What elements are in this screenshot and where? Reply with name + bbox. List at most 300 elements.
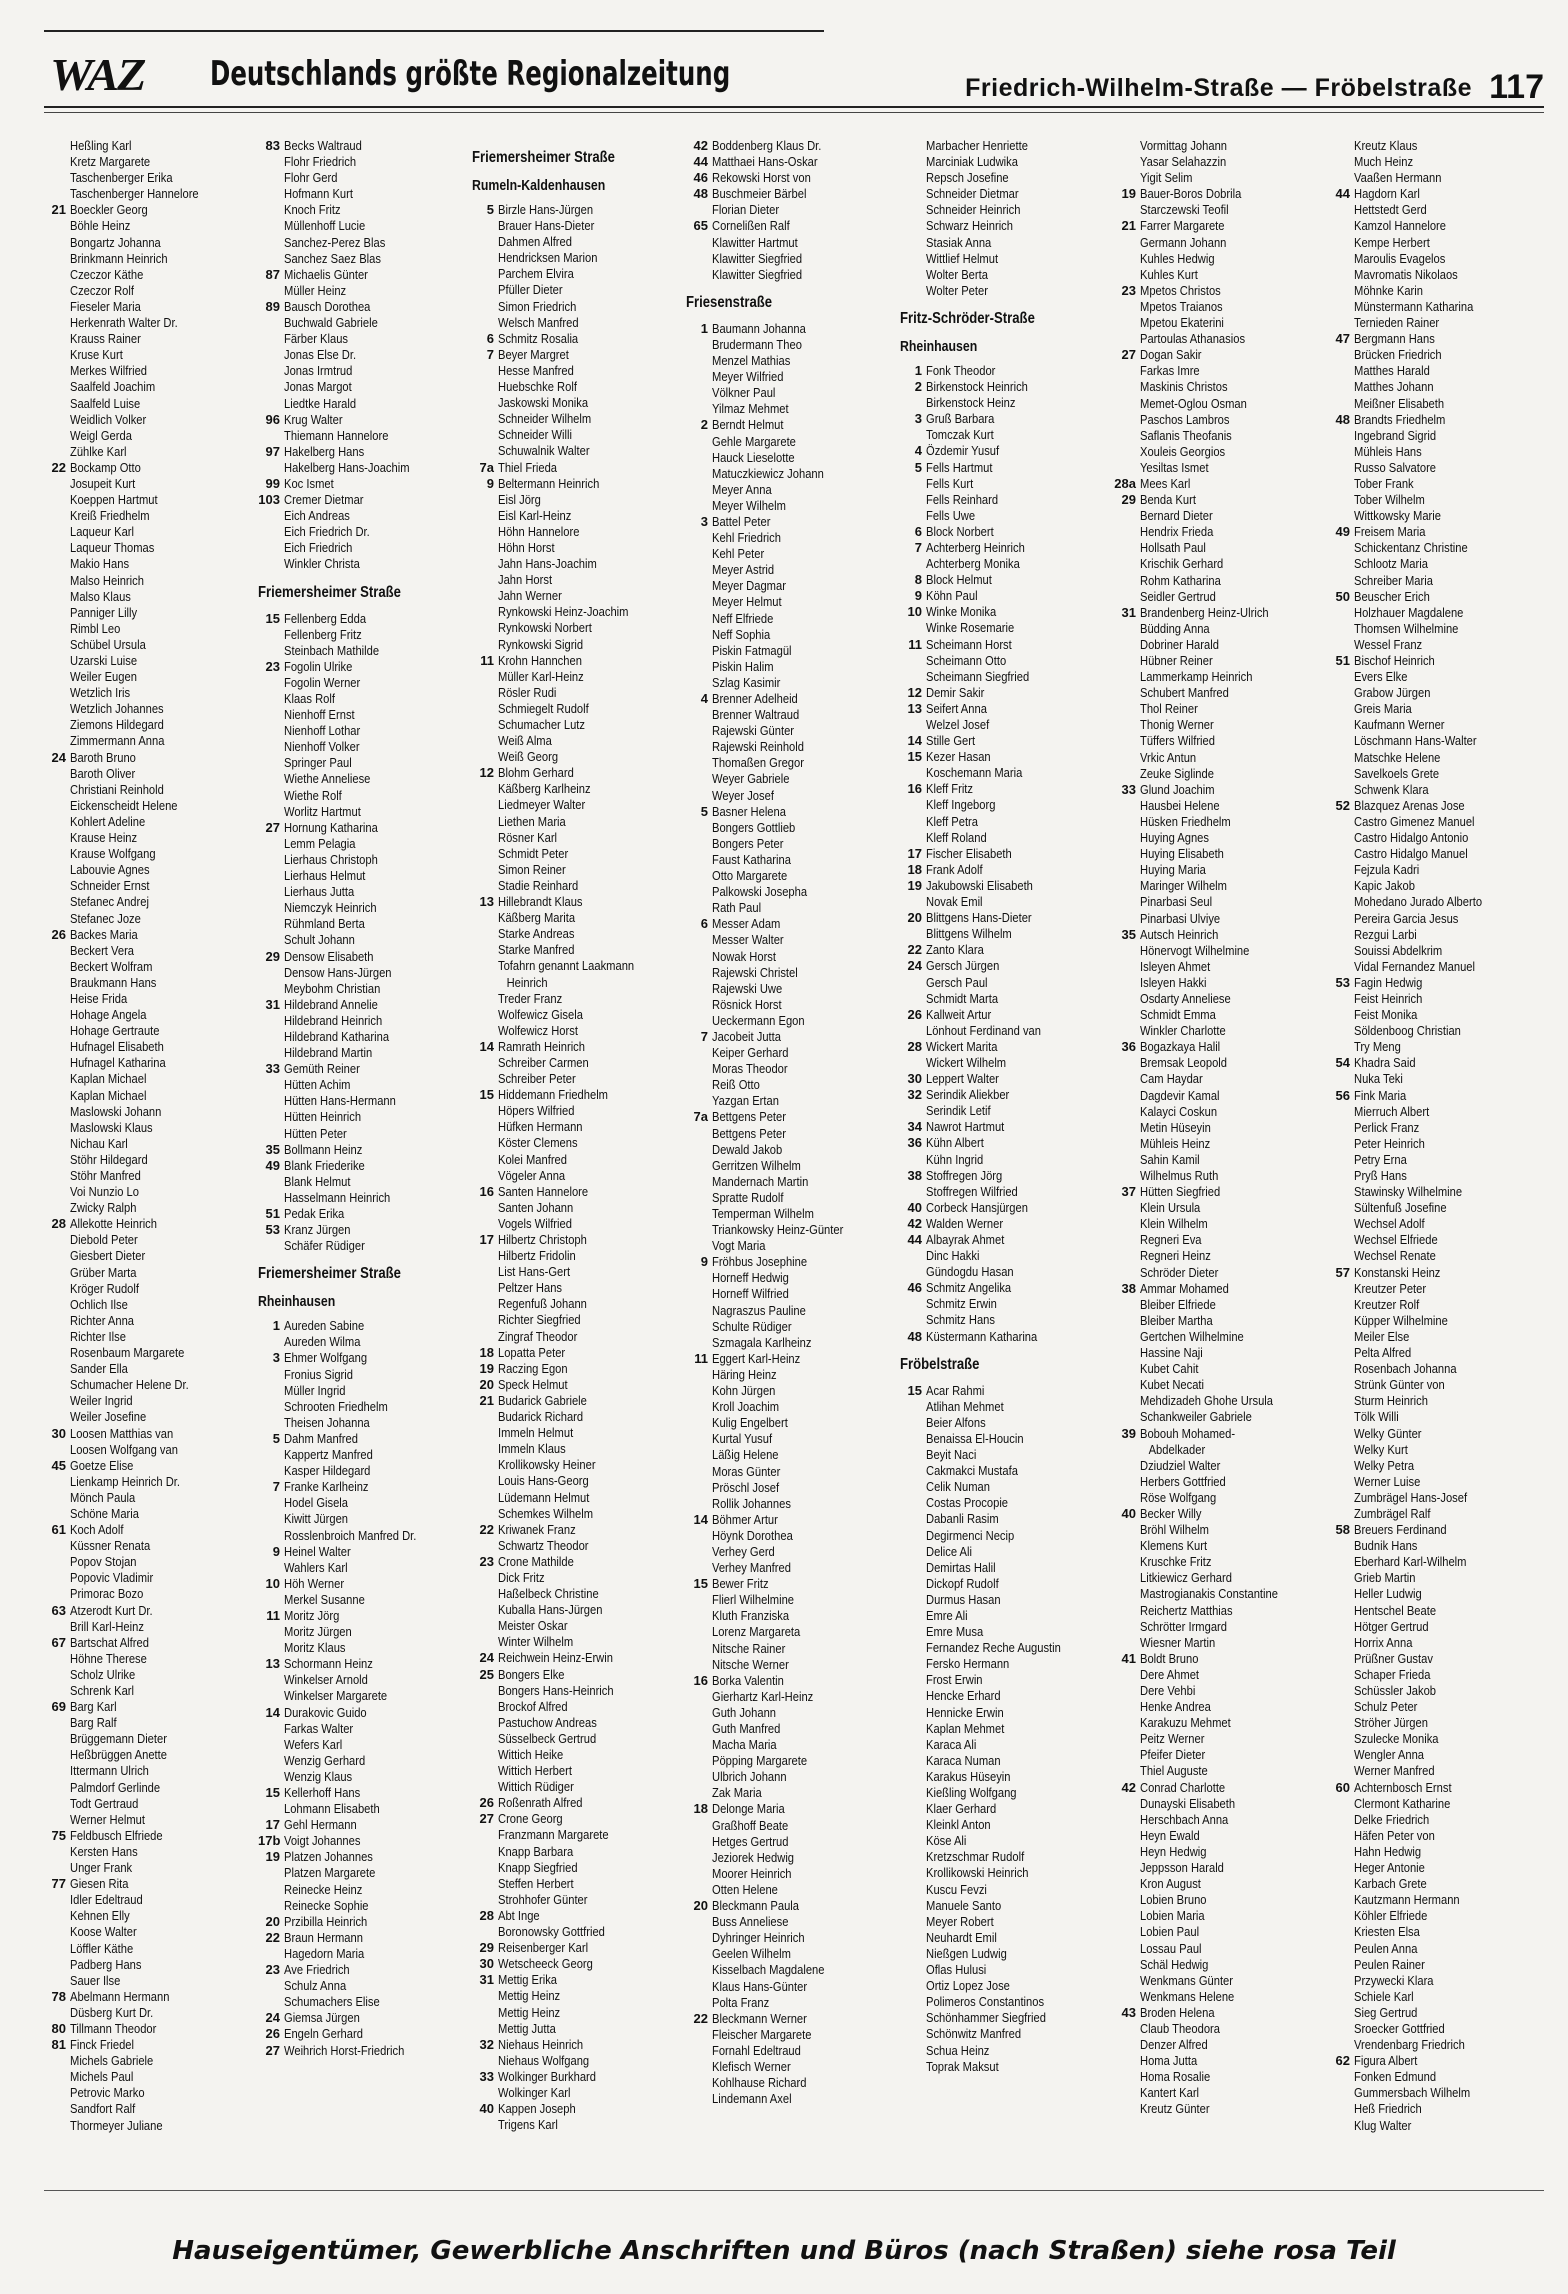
resident-name: Brandenberg Heinz-Ulrich — [1140, 604, 1269, 620]
resident-name: Schuwalnik Walter — [498, 443, 590, 459]
resident-entry — [44, 1570, 258, 1586]
house-number: 99 — [265, 475, 280, 491]
resident-name: Josupeit Kurt — [70, 475, 136, 491]
resident-entry — [258, 251, 472, 267]
resident-entry — [1328, 830, 1542, 846]
resident-entry — [472, 1763, 686, 1779]
resident-name: Birkenstock Heinz — [926, 395, 1016, 411]
resident-entry — [258, 1399, 472, 1415]
resident-entry — [900, 894, 1114, 910]
resident-name: Liedtke Harald — [284, 395, 357, 411]
resident-name: Fischer Elisabeth — [926, 845, 1012, 861]
resident-name: Eich Andreas — [284, 508, 350, 524]
resident-entry — [44, 556, 258, 572]
resident-entry — [686, 562, 900, 578]
house-number: 29 — [479, 1940, 494, 1956]
resident-entry — [258, 707, 472, 723]
resident-entry — [900, 1296, 1114, 1312]
resident-name: Loosen Matthias van — [70, 1425, 174, 1441]
resident-entry — [472, 781, 686, 797]
resident-entry — [44, 170, 258, 186]
resident-name: Schreiber Peter — [498, 1071, 576, 1087]
resident-name: Käßberg Marita — [498, 910, 576, 926]
resident-name: Löffler Käthe — [70, 1940, 134, 1956]
resident-entry — [900, 1007, 1114, 1023]
resident-entry — [258, 1705, 472, 1721]
resident-entry — [686, 1045, 900, 1061]
resident-entry — [44, 1039, 258, 1055]
resident-entry — [472, 1312, 686, 1328]
resident-entry — [258, 1544, 472, 1560]
resident-name: Maslowski Klaus — [70, 1119, 153, 1135]
resident-entry — [900, 508, 1114, 524]
resident-name: Sieg Gertrud — [1354, 2004, 1418, 2020]
house-number: 65 — [693, 218, 708, 234]
resident-name: Horrix Anna — [1354, 1634, 1413, 1650]
resident-name: Neuhardt Emil — [926, 1929, 997, 1945]
resident-entry — [472, 1876, 686, 1892]
resident-name: Holzhauer Magdalene — [1354, 604, 1464, 620]
resident-name: Allekotte Heinrich — [70, 1216, 157, 1232]
resident-name: Klaer Gerhard — [926, 1801, 997, 1817]
resident-name: Guth Johann — [712, 1704, 777, 1720]
resident-entry — [472, 1345, 686, 1361]
resident-entry — [1114, 1973, 1328, 1989]
resident-name: Nagraszus Pauline — [712, 1302, 806, 1318]
resident-name: Szulecke Monika — [1354, 1731, 1439, 1747]
house-number: 1 — [272, 1318, 280, 1334]
resident-name: Gehle Margarete — [712, 433, 796, 449]
resident-entry — [686, 932, 900, 948]
resident-entry — [1328, 444, 1542, 460]
house-number: 51 — [265, 1206, 280, 1221]
resident-name: Backes Maria — [70, 926, 138, 942]
resident-entry — [1114, 267, 1328, 283]
resident-entry — [686, 218, 900, 234]
resident-name: Winkelser Arnold — [284, 1672, 368, 1688]
resident-entry — [472, 637, 686, 653]
resident-entry — [44, 1313, 258, 1329]
resident-name: Steffen Herbert — [498, 1875, 574, 1891]
house-number: 39 — [1121, 1425, 1136, 1441]
resident-entry — [1114, 476, 1328, 492]
resident-name: Demirtas Halil — [926, 1559, 996, 1575]
resident-entry — [686, 1013, 900, 1029]
resident-entry — [900, 797, 1114, 813]
resident-name: Grabow Jürgen — [1354, 685, 1431, 701]
resident-name: Kantert Karl — [1140, 2085, 1200, 2101]
resident-entry — [44, 1892, 258, 1908]
resident-name: Thiel Frieda — [498, 459, 558, 475]
house-number: 28 — [907, 1038, 922, 1054]
resident-name: Malso Klaus — [70, 588, 131, 604]
resident-entry — [1328, 1088, 1542, 1104]
house-number: 4 — [700, 691, 708, 706]
resident-name: Heß Friedrich — [1354, 2101, 1422, 2117]
resident-entry — [1328, 1586, 1542, 1602]
resident-entry — [900, 267, 1114, 283]
resident-name: Fells Reinhard — [926, 491, 999, 507]
resident-name: Zanto Klara — [926, 942, 984, 958]
resident-entry — [44, 814, 258, 830]
resident-name: Wolfewicz Horst — [498, 1022, 578, 1038]
resident-entry — [258, 739, 472, 755]
resident-entry — [1114, 1860, 1328, 1876]
resident-name: Vrendenbarg Friedrich — [1354, 2037, 1465, 2053]
house-number: 6 — [700, 916, 708, 932]
house-number: 40 — [1121, 1505, 1136, 1521]
resident-entry — [258, 900, 472, 916]
resident-name: Koc Ismet — [284, 475, 334, 491]
resident-entry — [1114, 1828, 1328, 1844]
resident-entry — [1328, 1361, 1542, 1377]
resident-name: Hönervogt Wilhelmine — [1140, 942, 1250, 958]
resident-entry — [472, 2101, 686, 2117]
resident-entry — [1114, 766, 1328, 782]
resident-name: Hütten Peter — [284, 1125, 347, 1141]
resident-entry — [44, 1586, 258, 1602]
resident-entry — [1328, 476, 1542, 492]
resident-name: Hasselmann Heinrich — [284, 1189, 391, 1205]
resident-entry — [900, 379, 1114, 395]
resident-entry — [1114, 1619, 1328, 1635]
resident-entry — [472, 1055, 686, 1071]
resident-name: Nienhoff Lothar — [284, 723, 361, 739]
resident-name: Kleff Roland — [926, 829, 987, 845]
resident-entry — [472, 492, 686, 508]
resident-name: Küpper Wilhelmine — [1354, 1312, 1448, 1328]
resident-entry — [258, 691, 472, 707]
resident-entry — [1114, 1120, 1328, 1136]
resident-name: Densow Hans-Jürgen — [284, 964, 392, 980]
resident-name: Klaas Rolf — [284, 691, 335, 706]
resident-name: Mandernach Martin — [712, 1173, 809, 1189]
resident-name: Gertchen Wilhelmine — [1140, 1328, 1244, 1344]
resident-name: Krause Wolfgang — [70, 846, 156, 862]
resident-entry — [1328, 669, 1542, 685]
house-number: 18 — [693, 1801, 708, 1817]
resident-entry — [1328, 991, 1542, 1007]
resident-name: Braukmann Hans — [70, 974, 157, 990]
resident-entry — [900, 1103, 1114, 1119]
resident-entry — [258, 1447, 472, 1463]
resident-entry — [686, 723, 900, 739]
resident-name: Winter Wilhelm — [498, 1634, 574, 1650]
resident-name: Fejzula Kadri — [1354, 862, 1420, 878]
resident-entry — [1114, 1908, 1328, 1924]
resident-entry — [900, 620, 1114, 636]
house-number: 22 — [479, 1521, 494, 1537]
resident-entry — [1114, 1104, 1328, 1120]
resident-name: Müller Heinz — [284, 282, 347, 298]
resident-entry — [1328, 2069, 1542, 2085]
footer-rule — [44, 2190, 1544, 2191]
resident-entry — [1114, 1924, 1328, 1940]
resident-entry — [1114, 524, 1328, 540]
house-number: 56 — [1335, 1087, 1350, 1103]
house-number: 7a — [693, 1109, 708, 1125]
resident-entry — [44, 1506, 258, 1522]
resident-name: Hofmann Kurt — [284, 186, 353, 202]
resident-entry — [1114, 717, 1328, 733]
resident-name: Macha Maria — [712, 1737, 777, 1753]
page-number: 117 — [1489, 68, 1544, 106]
resident-entry — [472, 460, 686, 476]
house-number: 24 — [907, 958, 922, 974]
resident-entry — [1114, 154, 1328, 170]
resident-name: Merkel Susanne — [284, 1591, 365, 1607]
resident-entry — [1328, 540, 1542, 556]
resident-name: Mühleis Hans — [1354, 443, 1422, 459]
resident-entry — [686, 466, 900, 482]
resident-name: Worlitz Hartmut — [284, 803, 361, 819]
resident-name: Häring Heinz — [712, 1366, 777, 1382]
resident-entry — [686, 369, 900, 385]
house-number: 9 — [486, 475, 494, 491]
resident-name: Eggert Karl-Heinz — [712, 1350, 801, 1366]
resident-entry — [1114, 782, 1328, 798]
resident-entry — [258, 1190, 472, 1206]
resident-name: Rohm Katharina — [1140, 572, 1221, 588]
resident-name: Fernandez Reche Augustin — [926, 1640, 1061, 1656]
house-number: 42 — [693, 138, 708, 153]
resident-entry — [472, 1248, 686, 1264]
resident-name: Christiani Reinhold — [70, 781, 164, 797]
resident-entry — [900, 1431, 1114, 1447]
resident-entry — [1114, 1313, 1328, 1329]
resident-name: Farkas Walter — [284, 1720, 354, 1736]
resident-name: Eich Friedrich — [284, 540, 353, 556]
house-number: 20 — [479, 1376, 494, 1392]
resident-entry — [686, 755, 900, 771]
resident-name: Winke Rosemarie — [926, 620, 1015, 636]
house-number: 38 — [907, 1167, 922, 1183]
resident-entry — [686, 1142, 900, 1158]
house-number: 47 — [1335, 331, 1350, 347]
resident-name: Karakus Hüseyin — [926, 1768, 1011, 1784]
resident-entry — [472, 1152, 686, 1168]
resident-name: Grieb Martin — [1354, 1570, 1416, 1586]
resident-name: Sanchez-Perez Blas — [284, 234, 386, 250]
house-number: 5 — [914, 459, 922, 475]
resident-entry — [44, 1265, 258, 1281]
resident-name: Otten Helene — [712, 1881, 778, 1897]
resident-entry — [44, 1973, 258, 1989]
resident-name: Hennicke Erwin — [926, 1704, 1004, 1720]
house-number: 27 — [265, 2042, 280, 2058]
resident-name: Bleckmann Werner — [712, 2010, 807, 2026]
resident-name: Wetzlich Johannes — [70, 701, 164, 717]
resident-entry — [900, 685, 1114, 701]
resident-name: Diebold Peter — [70, 1232, 138, 1248]
resident-entry — [686, 788, 900, 804]
resident-name: Völkner Paul — [712, 385, 776, 401]
resident-name: Dyhringer Heinrich — [712, 1930, 805, 1946]
resident-entry — [686, 138, 900, 154]
house-number: 5 — [486, 202, 494, 217]
resident-name: Delonge Maria — [712, 1801, 785, 1817]
resident-name: Reinecke Sophie — [284, 1897, 369, 1913]
house-number: 23 — [1121, 282, 1136, 298]
resident-name: Roßenrath Alfred — [498, 1795, 583, 1811]
resident-entry — [686, 578, 900, 594]
resident-name: Weiler Josefine — [70, 1409, 147, 1425]
resident-entry — [472, 1023, 686, 1039]
resident-name: Wolter Berta — [926, 266, 988, 282]
resident-entry — [44, 1941, 258, 1957]
resident-entry — [1328, 235, 1542, 251]
resident-entry — [1328, 1200, 1542, 1216]
resident-name: Tüffers Wilfried — [1140, 733, 1215, 749]
resident-entry — [44, 1796, 258, 1812]
resident-name: Kapic Jakob — [1354, 878, 1415, 894]
resident-name: Tomczak Kurt — [926, 427, 994, 443]
resident-entry — [686, 643, 900, 659]
resident-name: Delke Friedrich — [1354, 1811, 1430, 1827]
resident-name: Hetges Gertrud — [712, 1833, 789, 1849]
resident-name: Nowak Horst — [712, 948, 777, 964]
resident-name: Fells Uwe — [926, 507, 976, 523]
resident-entry — [1114, 1265, 1328, 1281]
resident-name: Much Heinz — [1354, 154, 1414, 170]
house-number: 19 — [265, 1849, 280, 1865]
house-number: 9 — [272, 1543, 280, 1559]
resident-name: Stoffregen Wilfried — [926, 1183, 1018, 1199]
resident-name: Eisl Jörg — [498, 491, 541, 507]
resident-entry — [258, 643, 472, 659]
resident-name: Bettgens Peter — [712, 1125, 786, 1141]
resident-entry — [1114, 1474, 1328, 1490]
house-number: 32 — [907, 1087, 922, 1103]
resident-name: List Hans-Gert — [498, 1264, 571, 1280]
resident-name: Krischik Gerhard — [1140, 556, 1224, 572]
resident-entry — [1328, 1667, 1542, 1683]
resident-name: Hildebrand Annelie — [284, 996, 378, 1012]
resident-entry — [44, 1876, 258, 1892]
resident-name: Albayrak Ahmet — [926, 1232, 1005, 1247]
resident-name: Baumann Johanna — [712, 320, 806, 336]
resident-entry — [258, 492, 472, 508]
resident-name: Homa Jutta — [1140, 2053, 1198, 2069]
resident-entry — [44, 1538, 258, 1554]
resident-name: Przywecki Klara — [1354, 1972, 1434, 1988]
resident-entry — [900, 1399, 1114, 1415]
resident-entry — [472, 1473, 686, 1489]
resident-entry — [44, 1747, 258, 1763]
resident-entry — [44, 1619, 258, 1635]
resident-name: Neff Elfriede — [712, 610, 774, 626]
resident-entry — [44, 1763, 258, 1779]
resident-entry — [472, 363, 686, 379]
house-number: 15 — [907, 749, 922, 765]
resident-entry — [258, 202, 472, 218]
resident-entry — [44, 927, 258, 943]
resident-name: Moritz Jörg — [284, 1607, 340, 1623]
house-number: 49 — [265, 1157, 280, 1173]
resident-entry — [686, 546, 900, 562]
resident-name: Michels Paul — [70, 2069, 134, 2085]
resident-entry — [686, 691, 900, 707]
resident-entry — [900, 1200, 1114, 1216]
resident-name: Birkenstock Heinrich — [926, 379, 1028, 395]
resident-name: Maroulis Evagelos — [1354, 250, 1446, 266]
resident-entry — [1114, 412, 1328, 428]
resident-entry — [686, 1737, 900, 1753]
resident-name: Fonken Edmund — [1354, 2069, 1437, 2085]
resident-entry — [1114, 1715, 1328, 1731]
resident-entry — [686, 771, 900, 787]
house-number: 17b — [258, 1833, 281, 1849]
resident-name: Heise Frida — [70, 990, 128, 1006]
resident-entry — [44, 331, 258, 347]
resident-entry — [472, 1618, 686, 1634]
house-number: 6 — [486, 330, 494, 346]
resident-name: Meißner Elisabeth — [1354, 395, 1445, 411]
resident-entry — [1114, 331, 1328, 347]
resident-name: Gündogdu Hasan — [926, 1264, 1014, 1280]
resident-name: Petrovic Marko — [70, 2085, 145, 2101]
resident-entry — [44, 202, 258, 218]
resident-entry — [1114, 1699, 1328, 1715]
resident-name: Strünk Günter von — [1354, 1377, 1445, 1393]
house-number: 23 — [479, 1553, 494, 1569]
resident-entry — [1328, 1699, 1542, 1715]
resident-name: Schneider Willi — [498, 427, 572, 443]
resident-entry — [1114, 1731, 1328, 1747]
resident-name: Kröger Rudolf — [70, 1280, 139, 1296]
house-number: 27 — [1121, 347, 1136, 363]
house-number: 10 — [265, 1575, 280, 1591]
resident-name: Triankowsky Heinz-Günter — [712, 1222, 844, 1238]
resident-name: Kubet Necati — [1140, 1377, 1205, 1393]
resident-name: Yasar Selahazzin — [1140, 154, 1227, 170]
resident-name: Bremsak Leopold — [1140, 1055, 1228, 1071]
resident-name: Matthes Johann — [1354, 379, 1434, 395]
resident-entry — [900, 1544, 1114, 1560]
resident-name: Meyer Helmut — [712, 594, 782, 610]
resident-entry — [44, 138, 258, 154]
resident-entry — [1114, 1184, 1328, 1200]
resident-name: Tofahrn genannt Laakmann — [498, 958, 635, 974]
resident-entry — [258, 675, 472, 691]
resident-entry — [1114, 1941, 1328, 1957]
resident-entry — [44, 1651, 258, 1667]
house-number: 17 — [479, 1232, 494, 1247]
resident-entry — [472, 508, 686, 524]
resident-name: Simon Reiner — [498, 861, 566, 877]
resident-entry — [258, 1672, 472, 1688]
resident-entry — [900, 1737, 1114, 1753]
resident-name: Stöhr Hildegard — [70, 1151, 148, 1167]
resident-entry — [686, 321, 900, 337]
resident-entry — [1328, 138, 1542, 154]
resident-name: Welsch Manfred — [498, 314, 579, 330]
resident-entry — [472, 1570, 686, 1586]
resident-name: Jonas Margot — [284, 379, 352, 395]
resident-name: Castro Hidalgo Manuel — [1354, 846, 1468, 862]
resident-entry — [472, 1200, 686, 1216]
resident-name: Hakelberg Hans — [284, 443, 365, 459]
resident-entry — [1114, 347, 1328, 363]
resident-name: Rajewski Günter — [712, 723, 795, 739]
resident-entry — [44, 1908, 258, 1924]
resident-name: Ammar Mohamed — [1140, 1280, 1229, 1296]
resident-entry — [686, 868, 900, 884]
resident-entry — [1114, 1538, 1328, 1554]
resident-name: Knapp Siegfried — [498, 1859, 578, 1875]
resident-name: Litkiewicz Gerhard — [1140, 1570, 1232, 1586]
house-number: 44 — [1335, 186, 1350, 202]
